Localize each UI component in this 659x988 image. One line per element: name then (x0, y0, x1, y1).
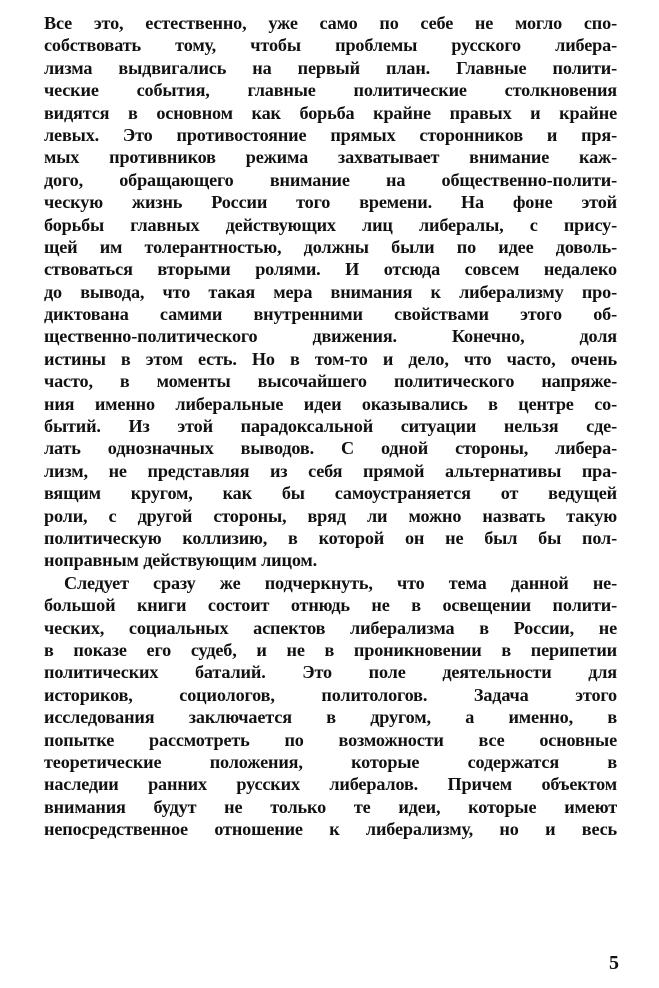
text-line: щественно-политического движения. Конечно, доля (44, 326, 617, 347)
text-line: до вывода, что такая мера внимания к либерализму про- (44, 281, 617, 302)
text-line: вящим кругом, как бы самоустраняется от ведущей (44, 483, 617, 504)
text-line: ноправным действующим лицом. (44, 550, 318, 571)
text-line: непосредственное отношение к либерализму, но и весь (44, 819, 617, 840)
text-line: мых противников режима захватывает внимание каж- (44, 147, 617, 168)
text-line: борьбы главных действующих лиц либералы, с прису- (44, 214, 617, 235)
text-line: Все это, естественно, уже само по себе не могло спо- (44, 13, 617, 33)
text-line: лизм, не представляя из себя прямой альтернативы пра- (44, 460, 617, 481)
text-line: бытий. Из этой парадоксальной ситуации нельзя сде- (44, 416, 617, 437)
text-line: попытке рассмотреть по возможности все основные (44, 729, 617, 750)
text-line: часто, в моменты высочайшего политического напряже- (44, 371, 617, 392)
text-line: диктована самими внутренними свойствами этого об- (44, 304, 617, 325)
text-line: лизма выдвигались на первый план. Главные полити- (44, 57, 617, 78)
text-line: щей им толерантностью, должны были по идее доволь- (44, 236, 617, 257)
text-line: большой книги состоит отнюдь не в освещении полити- (44, 595, 617, 616)
text-line: теоретические положения, которые содержатся в (44, 751, 617, 772)
text-line: исследования заключается в другом, а именно, в (44, 707, 617, 728)
text-line: в показе его судеб, и не в проникновении в перипетии (44, 639, 617, 660)
page-body (44, 12, 617, 840)
text-line: наследии ранних русских либералов. Причем объектом (44, 774, 617, 795)
text-line: политическую коллизию, в которой он не был бы пол- (44, 527, 617, 548)
text-line: политических баталий. Это поле деятельности для (44, 662, 617, 683)
text-line: ческую жизнь России того времени. На фоне этой (44, 192, 617, 213)
text-line: истины в этом есть. Но в том-то и дело, что часто, очень (44, 348, 617, 369)
paragraph-2 (44, 572, 617, 841)
text-line: ческие события, главные политические столкновения (44, 80, 617, 101)
page-number: 5 (609, 952, 619, 974)
text-line: ствоваться вторыми ролями. И отсюда совсем недалеко (44, 259, 617, 280)
paragraph-1 (44, 12, 617, 572)
text-line: дого, обращающего внимание на общественно-полити- (44, 169, 617, 190)
text-line: левых. Это противостояние прямых сторонников и пря- (44, 124, 617, 145)
text-line: историков, социологов, политологов. Задача этого (44, 684, 617, 705)
text-line: лать однозначных выводов. С одной стороны, либера- (44, 438, 617, 459)
text-line: Следует сразу же подчеркнуть, что тема данной не- (64, 572, 617, 593)
text-line: собствовать тому, чтобы проблемы русского либера- (44, 35, 617, 56)
text-line: ческих, социальных аспектов либерализма в России, не (44, 617, 617, 638)
text-line: ния именно либеральные идеи оказывались в центре со- (44, 393, 617, 414)
text-line: видятся в основном как борьба крайне правых и крайне (44, 102, 617, 123)
text-line: роли, с другой стороны, вряд ли можно назвать такую (44, 505, 617, 526)
text-line: внимания будут не только те идеи, которые имеют (44, 796, 617, 817)
